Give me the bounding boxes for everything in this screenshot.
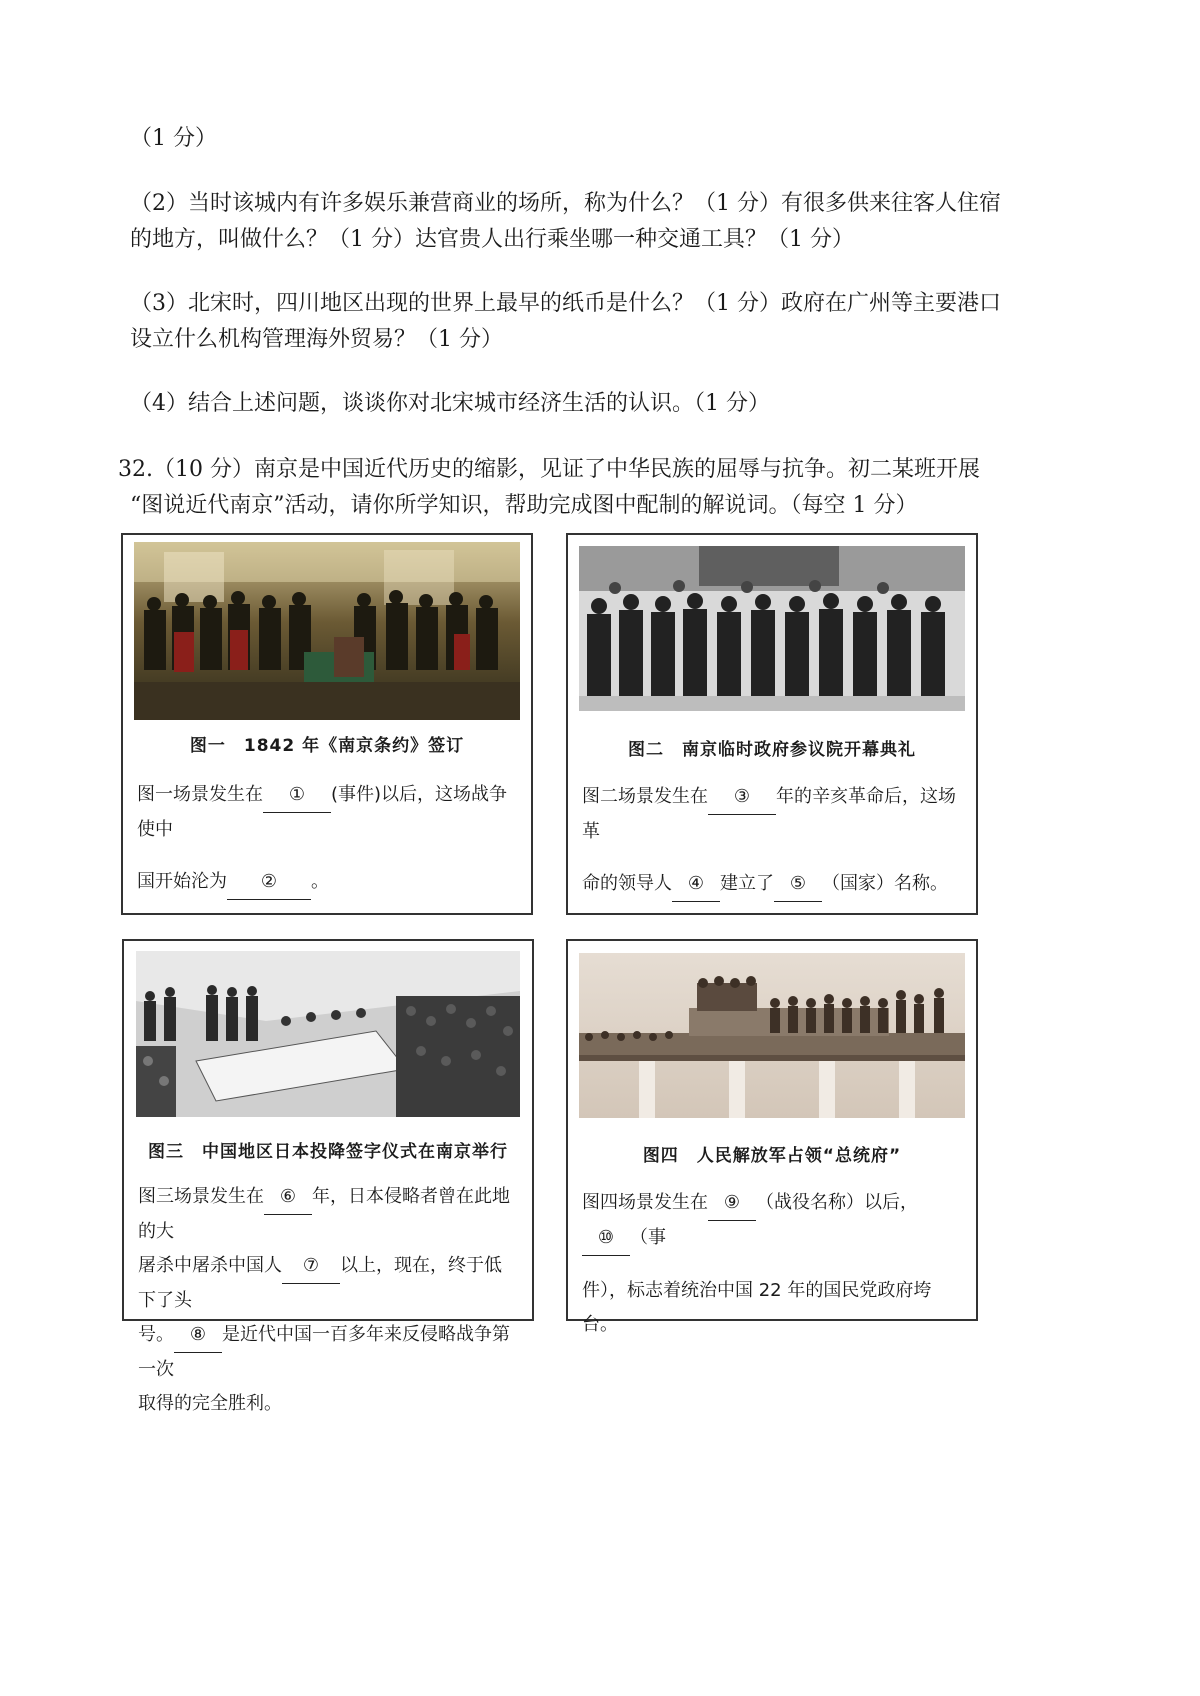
caption-figure-2: 图二 南京临时政府参议院开幕典礼 <box>628 740 916 760</box>
photo-surrender-ceremony <box>136 951 520 1117</box>
blank-9[interactable]: ⑨ <box>708 1186 756 1221</box>
photo-treaty-signing <box>134 542 520 720</box>
question-4: （4）结合上述问题，谈谈你对北宋城市经济生活的认识。（1 分） <box>130 391 770 416</box>
blank-4[interactable]: ④ <box>672 867 720 902</box>
panel-figure-2 <box>566 533 978 915</box>
description-figure-3: 图三场景发生在 ⑥ 年，日本侵略者曾在此地的大 屠杀中屠杀中国人 ⑦ 以上，现在，终于低下了头 号。 ⑧ 是近代中国一百多年来反侵略战争第一次 取得的完全胜利。 <box>138 1180 518 1421</box>
question-2: （2）当时该城内有许多娱乐兼营商业的场所，称为什么？（1 分）有很多供来往客人住宿 的地方，叫做什么？（1 分）达官贵人出行乘坐哪一种交通工具？（1 分） <box>130 191 1001 252</box>
photo-senate-opening <box>579 546 965 711</box>
score-note: （1 分） <box>130 126 217 151</box>
blank-7[interactable]: ⑦ <box>282 1249 340 1284</box>
photo-presidential-palace <box>579 953 965 1118</box>
blank-3[interactable]: ③ <box>708 780 776 815</box>
description-figure-1: 图一场景发生在 ① (事件)以后，这场战争使中 国开始沦为 ② 。 <box>137 778 517 900</box>
blank-2[interactable]: ② <box>227 865 311 900</box>
blank-5[interactable]: ⑤ <box>774 867 822 902</box>
panel-figure-3 <box>122 939 534 1414</box>
question-32: 32.（10 分）南京是中国近代历史的缩影，见证了中华民族的屈辱与抗争。初二某班开展 “图说近代南京”活动，请你所学知识，帮助完成图中配制的解说词。（每空 1 分） <box>118 457 980 518</box>
caption-figure-1: 图一 1842 年《南京条约》签订 <box>189 736 465 756</box>
caption-figure-4: 图四 人民解放军占领“总统府” <box>642 1146 902 1166</box>
description-figure-4: 图四场景发生在 ⑨ （战役名称）以后，⑩ （事 件），标志着统治中国 22 年的国民党政府垮台。 <box>582 1186 962 1342</box>
caption-figure-3: 图三 中国地区日本投降签字仪式在南京举行 <box>148 1142 508 1162</box>
blank-1[interactable]: ① <box>263 778 331 813</box>
blank-10[interactable]: ⑩ <box>582 1221 630 1256</box>
question-3: （3）北宋时，四川地区出现的世界上最早的纸币是什么？（1 分）政府在广州等主要港口 设立什么机构管理海外贸易？（1 分） <box>130 291 1001 352</box>
description-figure-2: 图二场景发生在 ③ 年的辛亥革命后，这场革 命的领导人 ④ 建立了 ⑤ （国家）名称。 <box>582 780 962 902</box>
panel-figure-1 <box>121 533 533 915</box>
blank-8[interactable]: ⑧ <box>174 1318 222 1353</box>
blank-6[interactable]: ⑥ <box>264 1180 312 1215</box>
panel-figure-4 <box>566 939 978 1335</box>
